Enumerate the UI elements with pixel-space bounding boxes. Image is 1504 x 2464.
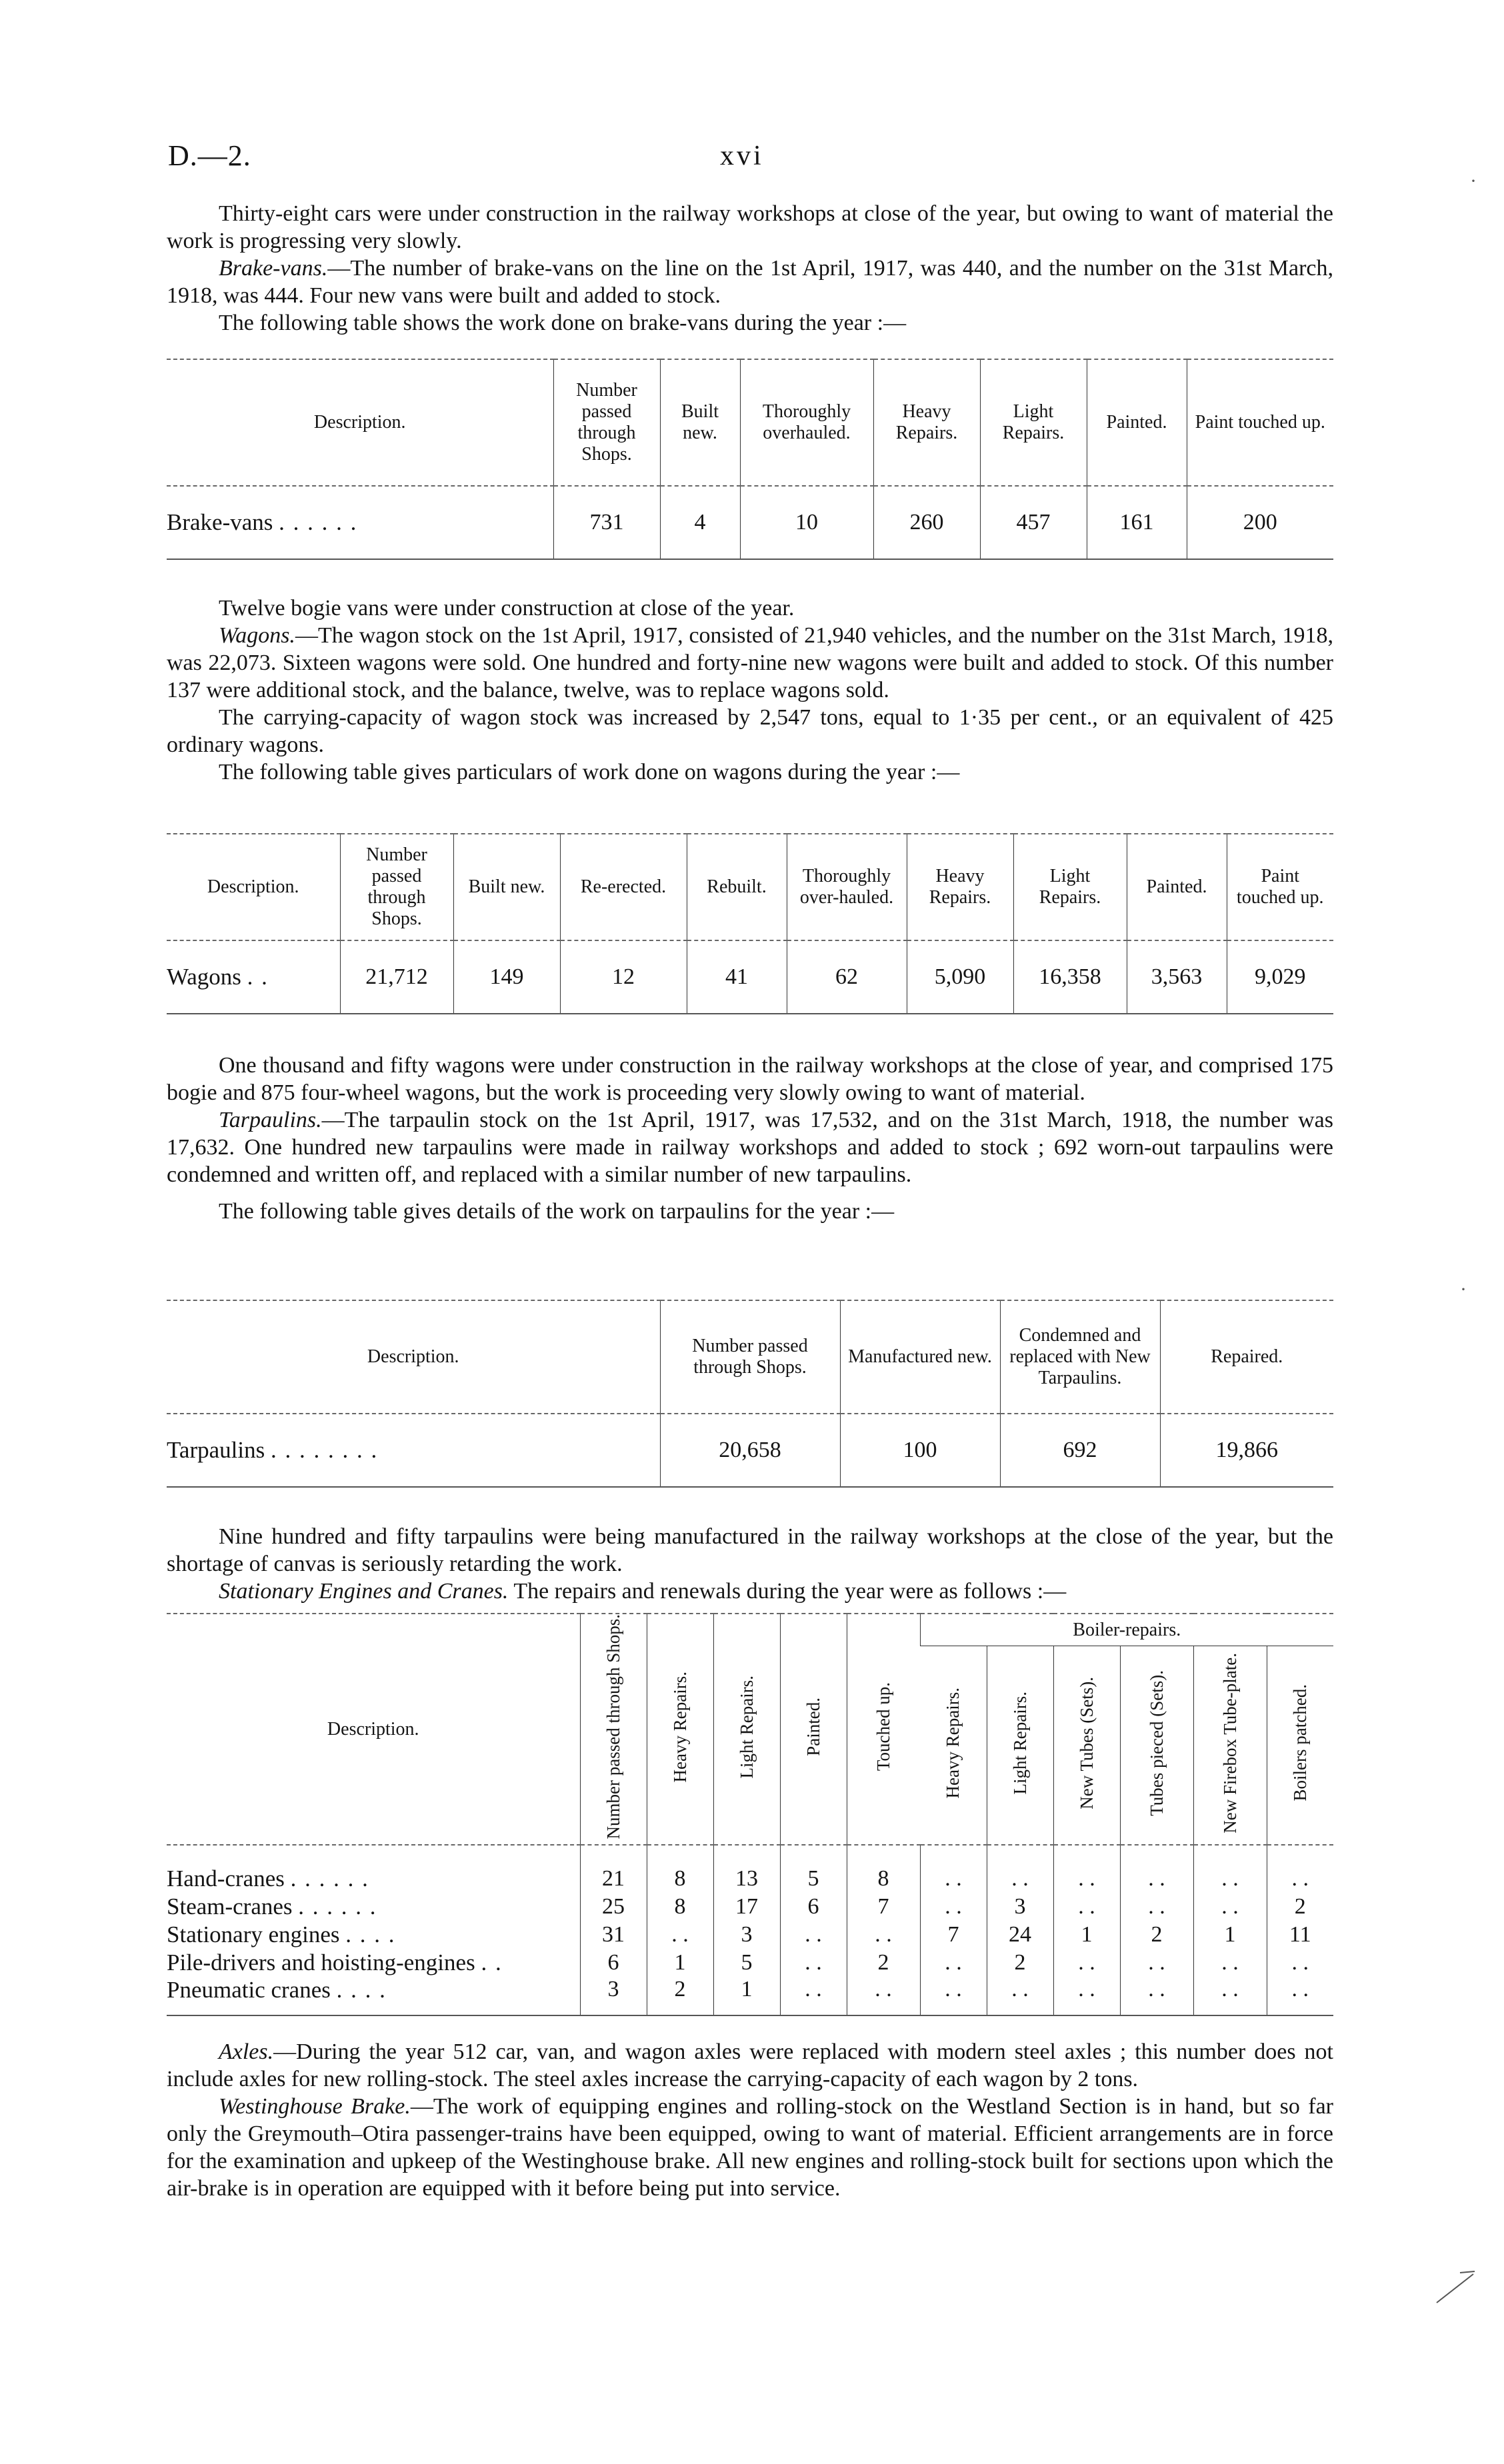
cell-value: 11 (1267, 1921, 1333, 1949)
cell-value: 6 (780, 1893, 847, 1921)
paragraph-carrying-capacity: The carrying-capacity of wagon stock was increased by 2,547 tons, equal to 1·35 per cent., or an equivalent of 425 ordinary wagons. (167, 705, 1333, 757)
header-description: Description. (167, 1300, 660, 1414)
cell-value: 21 (580, 1865, 647, 1893)
cell-value: 13 (713, 1865, 780, 1893)
cell-value: . . (1053, 1865, 1120, 1893)
header-painted: Painted. (1087, 359, 1187, 486)
cell-value: 2 (987, 1949, 1053, 1977)
header-number-passed: Number passed through Shops. (660, 1300, 840, 1414)
cell-value: 7 (847, 1893, 920, 1921)
paragraph-bogie-vans: Twelve bogie vans were under construction at close of the year. (219, 596, 795, 620)
row-description: Tarpaulins . . . . . . . . (167, 1414, 660, 1487)
axles-text (167, 2038, 1333, 2202)
table-row (167, 1949, 1333, 1977)
header-thoroughly-overhauled: Thoroughly overhauled. (740, 359, 873, 486)
cell-value: 17 (713, 1893, 780, 1921)
row-description: Pile-drivers and hoisting-engines . . (167, 1949, 503, 1976)
cell-value: 457 (980, 486, 1087, 559)
header-painted: Painted. (1127, 834, 1227, 940)
cell-value: . . (780, 1977, 847, 2015)
paragraph-cars: Thirty-eight cars were under construction in the railway workshops at close of the year, but owing to want of material the work is progressing very slowly. (167, 201, 1333, 253)
cell-value: 260 (873, 486, 980, 559)
heading-brake-vans: Brake-vans. (219, 256, 328, 281)
header-boiler-light-repairs: Light Repairs. (987, 1646, 1053, 1846)
row-description: Hand-cranes . . . . . . (167, 1865, 369, 1892)
cell-value: 20,658 (660, 1414, 840, 1487)
paragraph-tarpaulins-manufacture: Nine hundred and fifty tarpaulins were being manufactured in the railway workshops at the close of the year, but the shortage of canvas is seriously retarding the work. (167, 1524, 1333, 1576)
stationary-engines-text (167, 1523, 1333, 1605)
cell-value: 2 (1120, 1921, 1193, 1949)
cell-value: . . (1193, 1949, 1267, 1977)
header-manufactured-new: Manufactured new. (840, 1300, 1000, 1414)
row-description: Wagons . . (167, 940, 340, 1014)
cell-value: 10 (740, 486, 873, 559)
cell-value: 2 (647, 1977, 713, 2015)
cell-value: . . (1193, 1865, 1267, 1893)
cell-value: . . (1193, 1893, 1267, 1921)
cell-value: 2 (1267, 1893, 1333, 1921)
cell-value: 8 (647, 1893, 713, 1921)
cell-value: 3,563 (1127, 940, 1227, 1014)
header-condemned-replaced: Condemned and replaced with New Tarpaulins. (1000, 1300, 1160, 1414)
paragraph-wagons: Wagons.—The wagon stock on the 1st April, 1917, consisted of 21,940 vehicles, and the number on the 31st March, 1918, was 22,073. Sixteen wagons were sold. One hundred and forty-nine new wagons were built and added to stock. Of this number 137 were additional stock, and the balance, twelve, was to replace wagons sold. (167, 623, 1333, 702)
cell-value: 16,358 (1013, 940, 1127, 1014)
paragraph-brake-vans-table-intro: The following table shows the work done on brake-vans during the year :— (219, 311, 907, 335)
header-heavy-repairs: Heavy Repairs. (873, 359, 980, 486)
cell-value: 4 (660, 486, 740, 559)
table-row (167, 1893, 1333, 1921)
header-light-repairs: Light Repairs. (980, 359, 1087, 486)
cell-value: . . (1053, 1977, 1120, 2015)
cell-value: . . (1120, 1977, 1193, 2015)
table-row (167, 1977, 1333, 2015)
heading-wagons: Wagons. (219, 623, 295, 648)
cell-value: . . (847, 1977, 920, 2015)
cell-value: 731 (553, 486, 660, 559)
cell-value: . . (1053, 1949, 1120, 1977)
header-built-new: Built new. (660, 359, 740, 486)
cell-value: 31 (580, 1921, 647, 1949)
cell-value: 100 (840, 1414, 1000, 1487)
cell-value: . . (920, 1949, 987, 1977)
row-description: Stationary engines . . . . (167, 1921, 396, 1948)
paragraph-wagons-table-intro: The following table gives particulars of work done on wagons during the year :— (219, 760, 960, 784)
header-boiler-repairs: Boiler-repairs. (920, 1614, 1333, 1646)
header-description: Description. (167, 834, 340, 940)
cell-value: . . (1267, 1949, 1333, 1977)
header-heavy-repairs: Heavy Repairs. (907, 834, 1013, 940)
header-boilers-patched: Boilers patched. (1267, 1646, 1333, 1846)
cell-value: . . (1267, 1977, 1333, 2015)
brake-vans-table (167, 359, 1333, 560)
document-code: D.—2. (168, 139, 251, 172)
cell-value: 19,866 (1160, 1414, 1333, 1487)
cell-value: . . (647, 1921, 713, 1949)
header-heavy-repairs: Heavy Repairs. (647, 1614, 713, 1845)
cell-value: 62 (787, 940, 907, 1014)
cell-value: . . (847, 1921, 920, 1949)
header-new-firebox: New Firebox Tube-plate. (1193, 1646, 1267, 1846)
cell-value: . . (1267, 1865, 1333, 1893)
cell-value: 161 (1087, 486, 1187, 559)
cell-value: . . (1193, 1977, 1267, 2015)
header-touched-up: Touched up. (847, 1614, 920, 1845)
cell-value: 149 (453, 940, 560, 1014)
cell-value: 692 (1000, 1414, 1160, 1487)
paragraph-tarpaulins-table-intro: The following table gives details of the work on tarpaulins for the year :— (219, 1199, 895, 1224)
cell-value: 5 (713, 1949, 780, 1977)
cell-value: 3 (987, 1893, 1053, 1921)
cell-value: 7 (920, 1921, 987, 1949)
paragraph-tarpaulins: Tarpaulins.—The tarpaulin stock on the 1st April, 1917, was 17,532, and on the 31st March, 1918, the number was 17,632. One hundred new tarpaulins were made in railway workshops and added to stock ; 692 worn-out tarpaulins were condemned and written off, and replaced with a similar number of new tarpaulins. (167, 1108, 1333, 1187)
row-description: Brake-vans . . . . . . (167, 486, 553, 559)
header-built-new: Built new. (453, 834, 560, 940)
cell-value: 24 (987, 1921, 1053, 1949)
page-number: xvi (720, 141, 764, 171)
cell-value: . . (1053, 1893, 1120, 1921)
wagons-text (167, 595, 1333, 786)
cell-value: 1 (647, 1949, 713, 1977)
cell-value: 1 (1053, 1921, 1120, 1949)
header-description: Description. (167, 1614, 580, 1845)
header-re-erected: Re-erected. (560, 834, 687, 940)
cell-value: 8 (647, 1865, 713, 1893)
cell-value: . . (1120, 1949, 1193, 1977)
paragraph-wagons-construction: One thousand and fifty wagons were under construction in the railway workshops at the close of year, and comprised 175 bogie and 875 four-wheel wagons, but the work is proceeding very slowly owing to want of material. (167, 1053, 1333, 1105)
header-light-repairs: Light Repairs. (1013, 834, 1127, 940)
cell-value: 1 (713, 1977, 780, 2015)
cell-value: . . (920, 1893, 987, 1921)
row-description: Pneumatic cranes . . . . (167, 1977, 580, 2015)
cell-value: 9,029 (1227, 940, 1333, 1014)
header-repaired: Repaired. (1160, 1300, 1333, 1414)
cell-value: 1 (1193, 1921, 1267, 1949)
cell-value: . . (987, 1977, 1053, 2015)
header-paint-touched-up: Paint touched up. (1227, 834, 1333, 940)
header-new-tubes: New Tubes (Sets). (1053, 1646, 1120, 1846)
cell-value: 3 (580, 1977, 647, 2015)
cell-value: . . (920, 1865, 987, 1893)
cell-value: . . (920, 1977, 987, 2015)
cell-value: . . (987, 1865, 1053, 1893)
wagons-table (167, 833, 1333, 1014)
heading-westinghouse: Westinghouse Brake. (219, 2094, 411, 2119)
cell-value: 2 (847, 1949, 920, 1977)
paragraph-brake-vans: Brake-vans.—The number of brake-vans on the line on the 1st April, 1917, was 440, and the number on the 31st March, 1918, was 444. Four new vans were built and added to stock. (167, 256, 1333, 308)
paragraph-stationary-engines: Stationary Engines and Cranes. The repairs and renewals during the year were as follows :— (219, 1579, 1067, 1604)
cell-value: 25 (580, 1893, 647, 1921)
heading-axles: Axles. (219, 2039, 274, 2064)
header-boiler-heavy-repairs: Heavy Repairs. (920, 1646, 987, 1846)
table-row (167, 1921, 1333, 1949)
cell-value: 5 (780, 1865, 847, 1893)
header-rebuilt: Rebuilt. (687, 834, 787, 940)
scan-mark: · (1470, 170, 1477, 192)
cranes-table (167, 1613, 1333, 2016)
cell-value: 6 (580, 1949, 647, 1977)
tarpaulins-text (167, 1052, 1333, 1225)
cell-value: . . (780, 1921, 847, 1949)
table-row (167, 940, 1333, 1014)
header-number-passed: Number passed through Shops. (553, 359, 660, 486)
cell-value: 21,712 (340, 940, 453, 1014)
header-thoroughly-overhauled: Thoroughly over-hauled. (787, 834, 907, 940)
row-description: Steam-cranes . . . . . . (167, 1893, 377, 1920)
table-row (167, 1414, 1333, 1487)
heading-stationary-engines: Stationary Engines and Cranes. (219, 1579, 509, 1604)
header-number-passed: Number passed through Shops. (580, 1614, 647, 1845)
table-row (167, 1865, 1333, 1893)
tarpaulins-table (167, 1300, 1333, 1488)
table-row (167, 486, 1333, 559)
header-light-repairs: Light Repairs. (713, 1614, 780, 1845)
intro-text (167, 200, 1333, 337)
cell-value: 5,090 (907, 940, 1013, 1014)
cell-value: 8 (847, 1865, 920, 1893)
header-painted: Painted. (780, 1614, 847, 1845)
cell-value: . . (1120, 1893, 1193, 1921)
header-number-passed: Number passed through Shops. (340, 834, 453, 940)
cell-value: 41 (687, 940, 787, 1014)
cell-value: . . (1120, 1865, 1193, 1893)
paragraph-axles: Axles.—During the year 512 car, van, and wagon axles were replaced with modern steel axles ; this number does not include axles for new rolling-stock. The steel axles increase the carrying-capacity of each wagon by 2 tons. (167, 2039, 1333, 2091)
heading-tarpaulins: Tarpaulins. (219, 1108, 322, 1132)
cell-value: 200 (1187, 486, 1333, 559)
header-paint-touched-up: Paint touched up. (1187, 359, 1333, 486)
header-description: Description. (167, 359, 553, 486)
scan-mark: · (1460, 1278, 1467, 1300)
header-tubes-pieced: Tubes pieced (Sets). (1120, 1646, 1193, 1846)
scan-stroke (1433, 2266, 1480, 2306)
cell-value: 3 (713, 1921, 780, 1949)
paragraph-westinghouse: Westinghouse Brake.—The work of equipping engines and rolling-stock on the Westland Section is in hand, but so far only the Greymouth–Otira passenger-trains have been equipped, owing to want of material. Efficient arrangements are in force for the examination and upkeep of the Westinghouse brake. All new engines and rolling-stock built for sections upon which the air-brake is in operation are equipped with it before being put into service. (167, 2094, 1334, 2201)
cell-value: 12 (560, 940, 687, 1014)
cell-value: . . (780, 1949, 847, 1977)
